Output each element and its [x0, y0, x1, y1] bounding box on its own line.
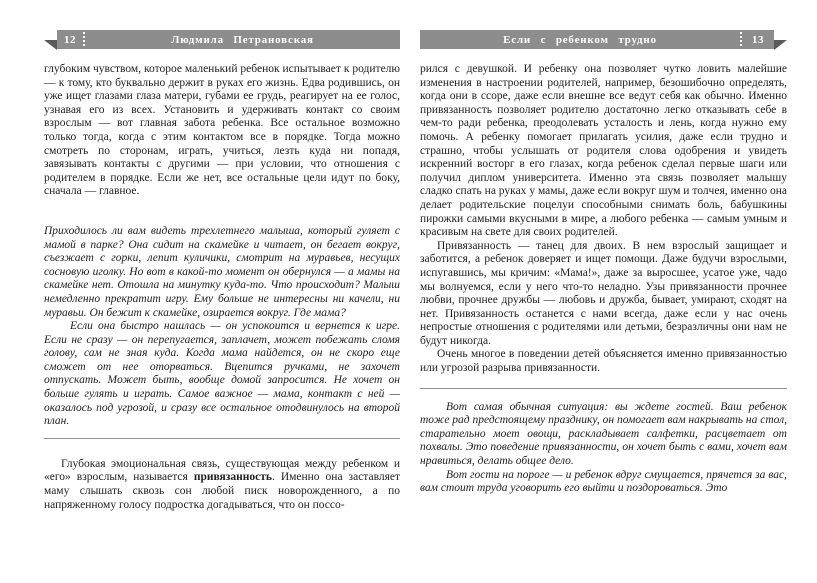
closing-paragraph — [44, 458, 400, 512]
left-header-bar — [57, 30, 400, 49]
attachment-term: привязанность — [193, 471, 272, 484]
right-page-header — [420, 30, 787, 49]
section-divider — [44, 438, 400, 439]
section-divider — [420, 388, 787, 389]
left-page-number: 12 — [64, 33, 76, 46]
page-right — [420, 30, 787, 496]
right-page-body — [420, 63, 787, 496]
ribbon-fold-icon — [774, 40, 787, 50]
vignette-paragraph: Если она быстро нашлась — он успокоится и вернется к игре. Если не сразу — он перепугается, заплачет, может побежать сломя голову, сам не зная куда. Когда мама найдется, он не скоро еще сможет от нее оторваться. Вцепится ручками, не захочет отпускать. Может быть, вообще домой запросится. Не хочет он больше гулять и играть. Самое важное — мама, контакт с ней — оказалось под угрозой, и сразу все остальное отодвинулось на второй план. — [44, 320, 400, 428]
right-page-number: 13 — [752, 33, 764, 46]
page-left — [44, 30, 400, 512]
vignette-paragraph: Вот самая обычная ситуация: вы ждете гостей. Ваш ребенок тоже рад предстоящему празднику, он помогает вам накрывать на стол, старательно моет овощи, раскладывает салфетки, расцветает от похвалы. Это поведение привязанности, он хочет быть с вами, хочет вам нравиться, делать общее дело. — [420, 400, 787, 468]
left-page-header — [44, 30, 400, 49]
closing-text-before: Глубокая эмоциональная связь, существующая между ребенком и «его» взрослым, называется — [44, 457, 400, 484]
right-header-bar — [420, 30, 774, 49]
left-page-body — [44, 63, 400, 512]
body-paragraph: рился с девушкой. И ребенку она позволяет чутко ловить малейшие изменения в настроении родителей, например, безошибочно определять, когда они в ссоре, даже если внешне все ведут себя как обычно. Именно привязанность позволяет родителю достаточно легко отказывать себе в чем-то ради ребенка, преодолевать усталость и лень, когда нужно ему помочь. А ребенку помогает прилагать усилия, даже если трудно и страшно, чтобы услышать от родителя слова одобрения и увидеть искренний восторг в его глазах, когда ребенок сделал первые шаги или получил диплом университета. Именно эта связь позволяет малышу сладко спать на руках у мамы, даже если вокруг шум и толчея, именно она делает родительские поцелуи способными снимать боль, бабушкины пирожки самыми вкусными в мире, а любого ребенка — самым умным и красивым на свете для своих родителей. — [420, 63, 787, 239]
ribbon-fold-icon — [44, 40, 57, 50]
vignette-paragraph: Приходилось ли вам видеть трехлетнего малыша, который гуляет с мамой в парке? Она сидит на скамейке и читает, он бегает вокруг, съезжает с горки, лепит куличики, смотрит на муравьев, несущих сосновую иголку. Но вот в какой-то момент он обернулся — а мамы на скамейке нет. Отошла на минутку куда-то. Что происходит? Малыш немедленно прекратит игру. Ему больше не интересны ни качели, ни муравьи. Он бежит к скамейке, озирается вокруг. Где мама? — [44, 224, 400, 319]
right-running-title: Если с ребенком трудно — [503, 33, 657, 46]
body-paragraph: Привязанность — танец для двоих. В нем взрослый защищает и заботится, а ребенок доверяет и ищет помощи. Даже будучи взрослыми, испугавшись, мы кричим: «Мама!», даже за выросшее, усатое уже, чадо мы волнуемся, если у него что-то неладно. Узы привязанности прочнее любви, прочнее дружбы — любовь и дружба, бывает, умирают, сходят на нет. Привязанность останется с нами всегда, даже если у нас очень непростые отношения с родителями или детьми, безразличны они нам не будут никогда. — [420, 239, 787, 347]
vignette-paragraph: Вот гости на пороге — и ребенок вдруг смущается, прячется за вас, вам стоит труда уговорить его выйти и поздороваться. Это — [420, 468, 787, 495]
intro-paragraph: глубоким чувством, которое маленький ребенок испытывает к родителю — к тому, кто буквально держит в руках его жизнь. Едва родившись, он уже ищет глазами глаза матери, губами ее грудь, реагирует на ее голос, узнавая его из всех. Установить и удерживать контакт со своим взрослым — вот главная забота ребенка. Все остальное возможно только тогда, когда с этим контактом все в порядке. Тогда можно смотреть по сторонам, играть, учиться, лезть куда ни попадя, завязывать контакты с другими — при условии, что отношения с родителем в порядке. Если же нет, все остальные цели идут по боку, сначала — главное. — [44, 63, 400, 198]
vignette-block — [420, 401, 787, 496]
vignette-block — [44, 225, 400, 429]
closing-text-after: . Именно она заставляет маму слышать сквозь сон любой писк новорожденного, а по напряженному голосу подростка догадываться, что он поссо- — [44, 471, 401, 511]
body-paragraph: Очень многое в поведении детей объясняется именно привязанностью или угрозой разрыва привязанности. — [420, 348, 787, 375]
left-running-title: Людмила Петрановская — [171, 33, 314, 46]
